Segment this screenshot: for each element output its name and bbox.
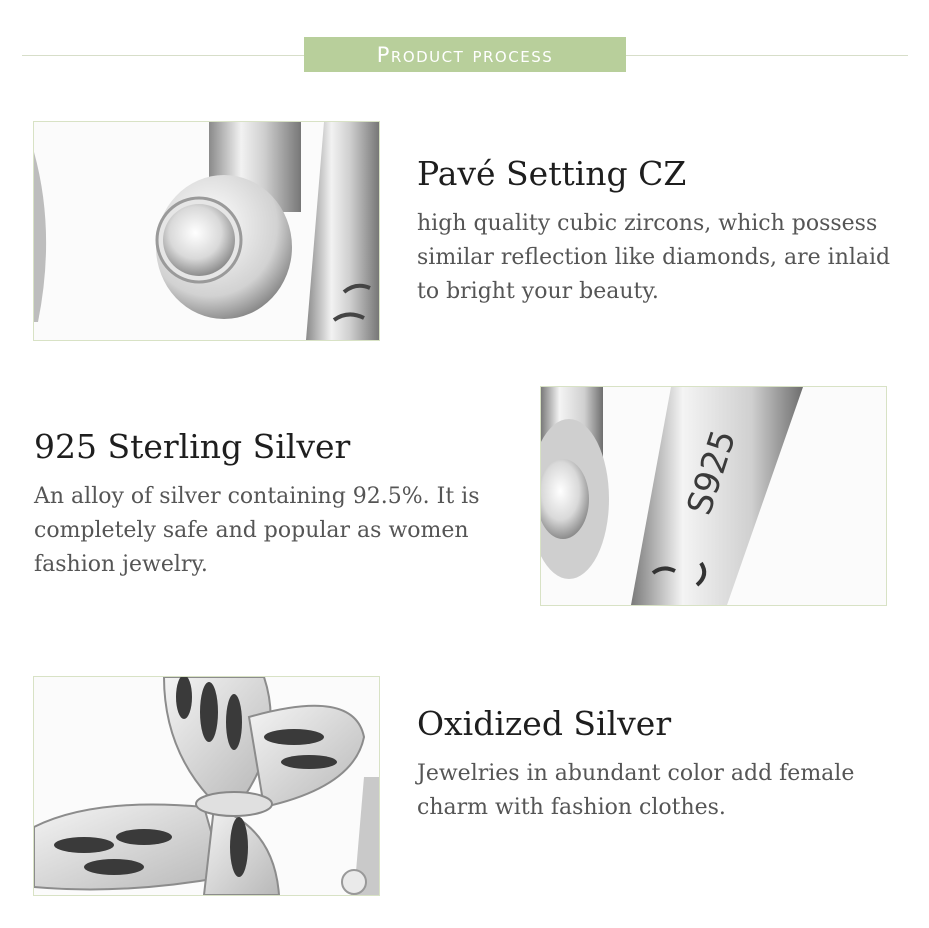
feature-oxidized-silver (417, 704, 907, 825)
feature-title: Oxidized Silver (417, 704, 672, 743)
feature-title: Pavé Setting CZ (417, 154, 687, 193)
header-title: Product process (376, 42, 554, 67)
stamp-engraving: S925 (679, 425, 745, 520)
feature-sterling-silver (34, 427, 504, 582)
product-photo-stamp (540, 386, 887, 606)
header-rule-left (22, 55, 304, 56)
product-photo-butterfly (33, 676, 380, 896)
feature-pave-setting (417, 154, 907, 309)
feature-description: high quality cubic zircons, which possess similar reflection like diamonds, are inlaid to bright your beauty. (417, 211, 891, 304)
feature-description: Jewelries in abundant color add female charm with fashion clothes. (417, 761, 855, 820)
feature-description: An alloy of silver containing 92.5%. It is completely safe and popular as women fashion jewelry. (34, 484, 480, 577)
product-photo-zircon (33, 121, 380, 341)
header-banner (304, 37, 626, 72)
feature-title: 925 Sterling Silver (34, 427, 351, 466)
header-rule-right (626, 55, 908, 56)
